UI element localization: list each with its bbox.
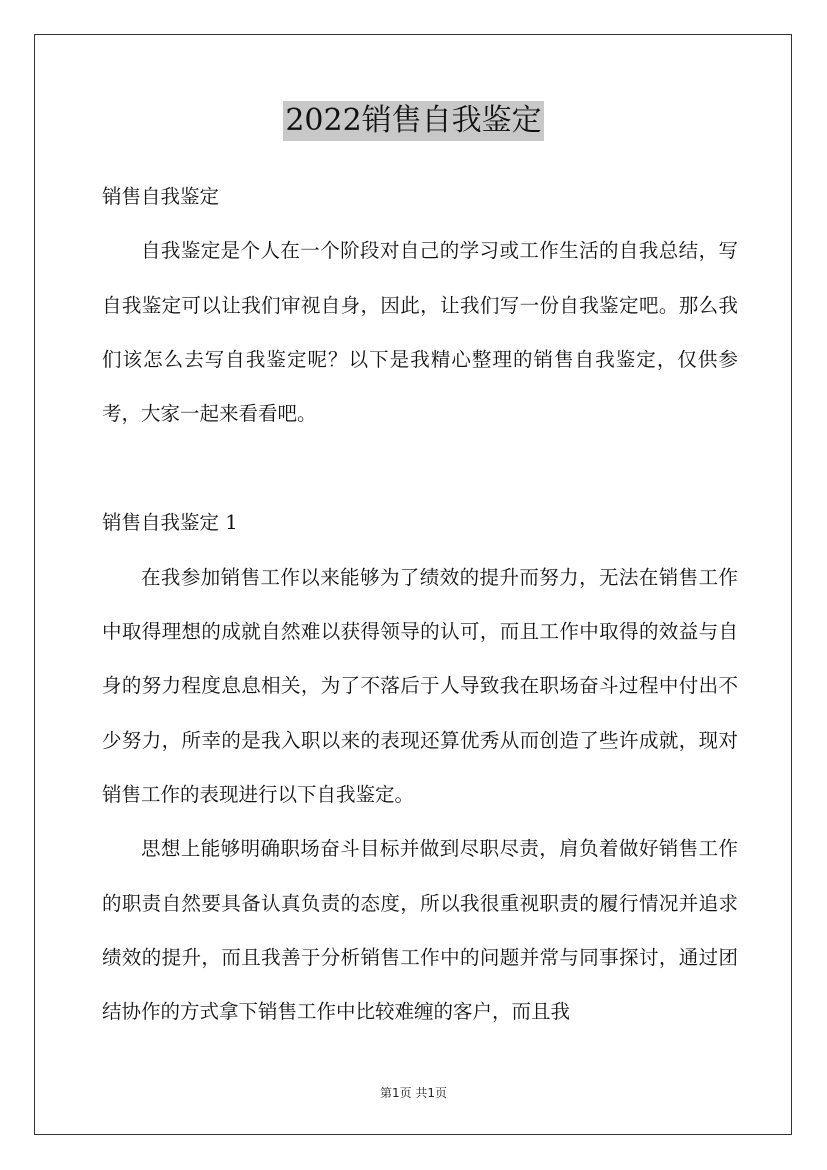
intro-paragraph: 自我鉴定是个人在一个阶段对自己的学习或工作生活的自我总结，写自我鉴定可以让我们审视自身，因此，让我们写一份自我鉴定吧。那么我们该怎么去写自我鉴定呢？以下是我精心整理的销售自我鉴定，仅供参考，大家一起来看看吧。 <box>102 239 738 426</box>
document-body <box>102 170 738 1039</box>
intro-heading: 销售自我鉴定 <box>102 185 220 208</box>
section1-paragraph-2: 思想上能够明确职场奋斗目标并做到尽职尽责，肩负着做好销售工作的职责自然要具备认真负责的态度，所以我很重视职责的履行情况并追求绩效的提升，而且我善于分析销售工作中的问题并常与同事探讨，通过团结协作的方式拿下销售工作中比较难缠的客户，而且我 <box>102 837 738 1024</box>
section1-heading: 销售自我鉴定 1 <box>102 511 238 535</box>
section1-paragraph-1: 在我参加销售工作以来能够为了绩效的提升而努力，无法在销售工作中取得理想的成就自然难以获得领导的认可，而且工作中取得的效益与自身的努力程度息息相关，为了不落后于人导致我在职场奋斗过程中付出不少努力，所幸的是我入职以来的表现还算优秀从而创造了些许成就，现对销售工作的表现进行以下自我鉴定。 <box>102 565 738 806</box>
document-title: 2022销售自我鉴定 <box>283 101 543 141</box>
section-gap <box>102 441 738 496</box>
title-container <box>0 101 827 141</box>
page-footer: 第1页 共1页 <box>379 1086 448 1100</box>
